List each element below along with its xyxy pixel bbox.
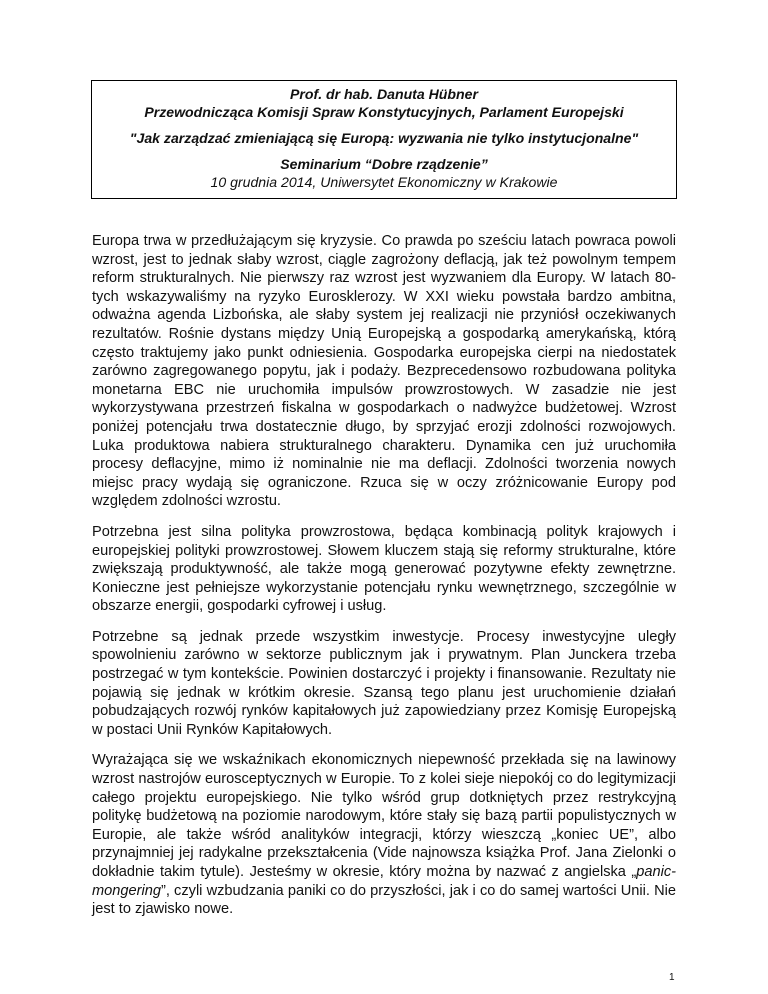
spacer xyxy=(92,147,676,155)
title-box xyxy=(91,80,677,199)
seminar-name: Seminarium “Dobre rządzenie” xyxy=(280,156,488,172)
paragraph: Potrzebna jest silna polityka prowzrostowa, będąca kombinacją polityk krajowych i europejskiej polityki prowzrostowej. Słowem kluczem stają się reformy strukturalne, które zwiększają produktywność, ale także mogą generować pozytywne efekty zewnętrzne. Konieczne jest pełniejsze wykorzystanie potencjału rynku wewnętrznego, szczególnie w obszarze energii, gospodarki cyfrowej i usług. xyxy=(92,523,676,615)
spacer xyxy=(92,121,676,129)
paragraph-last xyxy=(92,751,676,918)
paragraph-text: Wyrażająca się we wskaźnikach ekonomicznych niepewność przekłada się na lawinowy wzrost nastrojów eurosceptycznych w Europie. To z kolei sieje niepokój co do legitymizacji całego projektu europejskiego. Nie tylko wśród grup dotkniętych przez restrykcyjną politykę budżetową na poziomie narodowym, które stały się bazą partii populistycznych w Europie, ale także wśród analityków integracji, którzy wieszczą „koniec UE”, albo przynajmniej jej radykalne przekształcenia (Vide najnowsza książka Prof. Jana Zielonki o dokładnie takim tytule). Jesteśmy w okresie, który można by nazwać z angielska „ xyxy=(92,752,676,880)
paragraph-text: ”, czyli wzbudzania paniki co do przyszłości, jak i co do samej wartości Unii. Nie jest to zjawisko nowe. xyxy=(92,882,676,918)
date-place: 10 grudnia 2014, Uniwersytet Ekonomiczny w Krakowie xyxy=(210,174,558,190)
author-name: Prof. dr hab. Danuta Hübner xyxy=(290,86,478,102)
page-number: 1 xyxy=(669,972,675,983)
italic-term: panic-mongering xyxy=(92,864,676,899)
paragraph: Potrzebne są jednak przede wszystkim inwestycje. Procesy inwestycyjne uległy spowolnieniu zarówno w sektorze publicznym jak i prywatnym. Plan Junckera trzeba postrzegać w tym kontekście. Powinien dostarczyć i projekty i finansowanie. Rezultaty nie pojawią się jednak w krótkim okresie. Szansą tego planu jest uruchomienie działań pobudzających rozwój rynków kapitałowych już zapowiedziany przez Komisję Europejską w postaci Unii Rynków Kapitałowych. xyxy=(92,628,676,738)
paragraph: Europa trwa w przedłużającym się kryzysie. Co prawda po sześciu latach powraca powoli wzrost, jest to jednak słaby wzrost, ciągle zagrożony deflacją, jak też powolnym tempem reform strukturalnych. Nie pierwszy raz wzrost jest wyzwaniem dla Europy. W latach 80-tych wskazywaliśmy na ryzyko Eurosklerozy. W XXI wieku powstała bardzo ambitna, odważna agenda Lizbońska, ale słaby system jej realizacji nie przyniósł oczekiwanych rezultatów. Rośnie dystans między Unią Europejską a gospodarką amerykańską, którą często traktujemy jako punkt odniesienia. Gospodarka europejska cierpi na niedostatek zarówno zagregowanego popytu, jak i podaży. Bezprecedensowo rozbudowana polityka monetarna EBC nie uruchomiła impulsów prowzrostowych. W zasadzie nie jest wykorzystywana przestrzeń fiskalna w gospodarkach o nadwyżce budżetowej. Wzrost poniżej potencjału trwa dostatecznie długo, by sprzyjać erozji zdolności rozwojowych. Luka produktowa nabiera strukturalnego charakteru. Dynamika cen już uruchomiła procesy deflacyjne, mimo iż nominalnie nie ma deflacji. Zdolności tworzenia nowych miejsc pracy wydają się ograniczone. Rzuca się w oczy zróżnicowanie Europy pod względem zdolności wzrostu. xyxy=(92,233,676,510)
document-body xyxy=(92,232,676,931)
talk-title: "Jak zarządzać zmieniającą się Europą: wyzwania nie tylko instytucjonalne" xyxy=(129,130,639,146)
author-position: Przewodnicząca Komisji Spraw Konstytucyjnych, Parlament Europejski xyxy=(144,104,624,120)
